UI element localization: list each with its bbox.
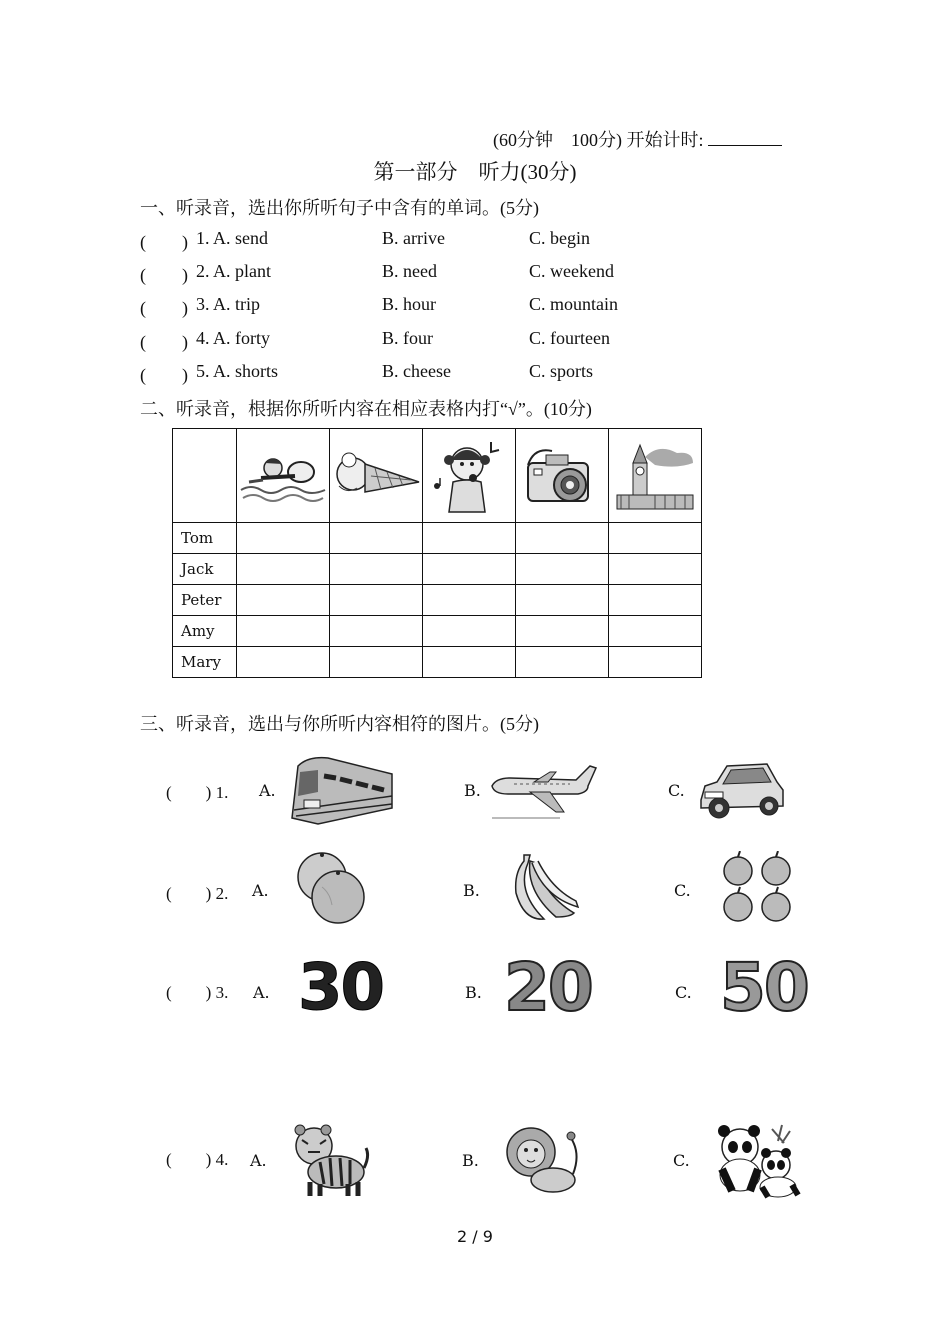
answer-table	[172, 428, 702, 678]
option-a-label: A.	[253, 983, 270, 1002]
check-cell[interactable]	[330, 523, 423, 554]
check-cell[interactable]	[609, 616, 702, 647]
number-20-image[interactable]: 20	[504, 949, 592, 1026]
check-cell[interactable]	[330, 554, 423, 585]
train-icon[interactable]	[288, 752, 394, 831]
time-info: (60分钟 100分) 开始计时:	[493, 126, 782, 152]
option-b: B. hour	[382, 294, 436, 314]
name-cell: Amy	[173, 616, 237, 647]
section3-title: 三、听录音，选出与你所听内容相符的图片。(5分)	[140, 714, 539, 734]
option-c-label: C.	[674, 881, 691, 900]
pandas-icon[interactable]	[712, 1121, 802, 1206]
option-c: C. sports	[529, 361, 594, 381]
option-c: C. weekend	[529, 261, 614, 281]
answer-paren[interactable]: ( )	[140, 365, 188, 385]
check-cell[interactable]	[423, 585, 516, 616]
answer-paren[interactable]: ( )	[140, 265, 188, 285]
lion-icon[interactable]	[503, 1124, 581, 1201]
section1-title: 一、听录音，选出你所听句子中含有的单词。(5分)	[140, 198, 539, 218]
check-cell[interactable]	[237, 647, 330, 678]
option-c: C. fourteen	[529, 328, 610, 348]
check-cell[interactable]	[423, 554, 516, 585]
part-title: 第一部分 听力(30分)	[373, 160, 577, 184]
question-4-label[interactable]: ( ) 4.	[166, 1150, 229, 1169]
option-a-label: A.	[250, 1151, 267, 1170]
check-cell[interactable]	[330, 616, 423, 647]
section2-title: 二、听录音，根据你所听内容在相应表格内打“√”。(10分)	[140, 399, 592, 419]
option-a: 4. A. forty	[196, 328, 270, 348]
option-b-label: B.	[462, 1151, 479, 1170]
check-cell[interactable]	[609, 523, 702, 554]
option-a: 3. A. trip	[196, 294, 261, 314]
check-cell[interactable]	[609, 585, 702, 616]
option-c: C. mountain	[529, 294, 618, 314]
option-a-label: A.	[252, 881, 269, 900]
check-cell[interactable]	[609, 554, 702, 585]
option-a: 1. A. send	[196, 228, 268, 248]
ice-cream-icon	[330, 429, 422, 522]
option-a-label: A.	[259, 781, 276, 800]
oranges-icon[interactable]	[296, 849, 370, 930]
check-cell[interactable]	[423, 647, 516, 678]
check-cell[interactable]	[609, 647, 702, 678]
check-cell[interactable]	[330, 585, 423, 616]
option-b-label: B.	[465, 983, 482, 1002]
check-cell[interactable]	[237, 554, 330, 585]
check-cell[interactable]	[516, 523, 609, 554]
car-icon[interactable]	[697, 756, 785, 827]
number-30-image[interactable]: 30	[298, 951, 384, 1025]
check-cell[interactable]	[330, 647, 423, 678]
answer-paren[interactable]: ( )	[140, 332, 188, 352]
start-time-blank[interactable]	[708, 131, 782, 146]
swimming-icon	[237, 429, 329, 522]
table-corner	[173, 429, 237, 523]
big-ben-icon	[609, 429, 701, 522]
option-b-label: B.	[463, 881, 480, 900]
check-cell[interactable]	[237, 523, 330, 554]
name-cell: Tom	[173, 523, 237, 554]
option-b: B. cheese	[382, 361, 451, 381]
check-cell[interactable]	[516, 616, 609, 647]
option-c-label: C.	[675, 983, 692, 1002]
option-a: 5. A. shorts	[196, 361, 279, 381]
option-a: 2. A. plant	[196, 261, 271, 281]
check-cell[interactable]	[516, 554, 609, 585]
bananas-icon[interactable]	[508, 851, 582, 930]
name-cell: Peter	[173, 585, 237, 616]
option-b-label: B.	[464, 781, 481, 800]
camera-icon	[516, 429, 608, 522]
option-c: C. begin	[529, 228, 590, 248]
page-number: 2 / 9	[457, 1227, 493, 1246]
answer-paren[interactable]: ( )	[140, 298, 188, 318]
name-cell: Mary	[173, 647, 237, 678]
option-b: B. four	[382, 328, 433, 348]
number-50-image[interactable]: 50	[720, 949, 808, 1026]
option-c-label: C.	[673, 1151, 690, 1170]
question-2-label[interactable]: ( ) 2.	[166, 884, 229, 903]
check-cell[interactable]	[423, 523, 516, 554]
singing-girl-icon	[423, 429, 515, 522]
tiger-icon[interactable]	[290, 1122, 370, 1203]
apples-icon[interactable]	[722, 851, 794, 932]
airplane-icon[interactable]	[490, 764, 598, 825]
name-cell: Jack	[173, 554, 237, 585]
option-b: B. arrive	[382, 228, 445, 248]
check-cell[interactable]	[237, 616, 330, 647]
check-cell[interactable]	[516, 647, 609, 678]
check-cell[interactable]	[237, 585, 330, 616]
check-cell[interactable]	[516, 585, 609, 616]
answer-paren[interactable]: ( )	[140, 232, 188, 252]
option-b: B. need	[382, 261, 437, 281]
option-c-label: C.	[668, 781, 685, 800]
check-cell[interactable]	[423, 616, 516, 647]
question-1-label[interactable]: ( ) 1.	[166, 783, 229, 802]
question-3-label[interactable]: ( ) 3.	[166, 983, 229, 1002]
